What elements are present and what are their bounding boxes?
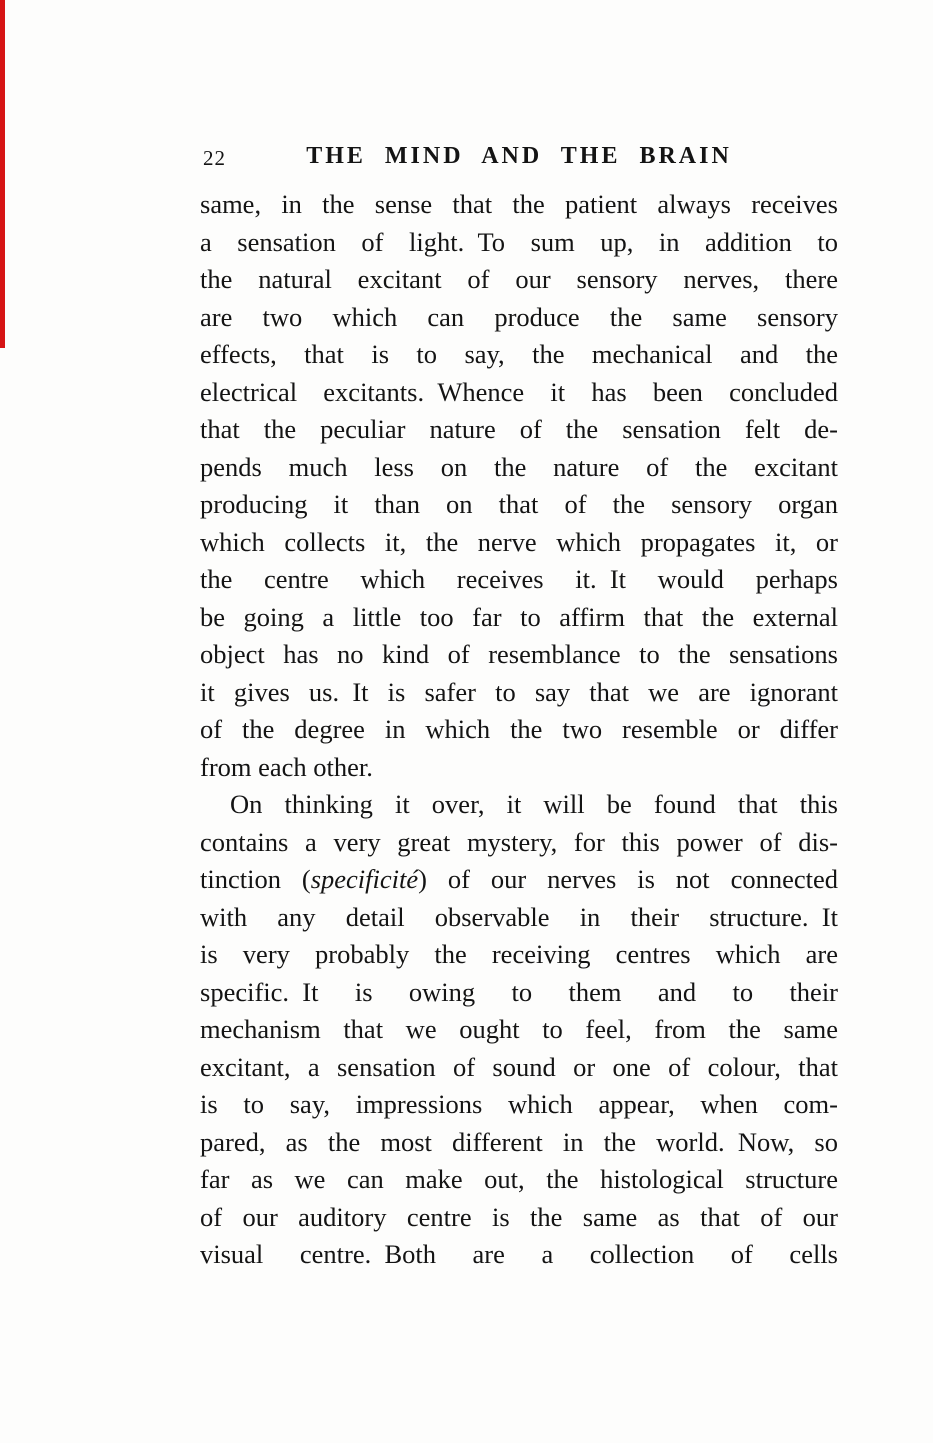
text-line bbox=[200, 1161, 838, 1199]
text-line bbox=[200, 674, 838, 712]
text-line bbox=[200, 1199, 838, 1237]
text-line bbox=[200, 374, 838, 412]
text-segment: is to say, impressions which appear, when com- bbox=[200, 1089, 838, 1119]
text-line bbox=[200, 449, 838, 487]
text-segment: tinction ( bbox=[200, 864, 311, 894]
scan-edge-artifact bbox=[0, 0, 5, 348]
text-segment: a sensation of light. To sum up, in addition to bbox=[200, 226, 838, 257]
text-line bbox=[200, 411, 838, 449]
text-line bbox=[200, 486, 838, 524]
text-segment: mechanism that we ought to feel, from the same bbox=[200, 1014, 838, 1044]
text-segment: far as we can make out, the histological structure bbox=[200, 1164, 838, 1194]
text-segment: the centre which receives it. It would perhaps bbox=[200, 564, 838, 594]
text-line bbox=[200, 636, 838, 674]
text-segment: be going a little too far to affirm that the external bbox=[200, 601, 838, 632]
text-segment: of the degree in which the two resemble or differ bbox=[200, 714, 838, 744]
text-line bbox=[200, 561, 838, 599]
text-segment: pends much less on the nature of the excitant bbox=[200, 451, 838, 482]
italic-term: specificité bbox=[310, 864, 419, 894]
body-text bbox=[200, 186, 838, 1274]
text-line bbox=[200, 749, 838, 787]
text-line bbox=[200, 1124, 838, 1162]
text-line bbox=[200, 524, 838, 562]
text-line bbox=[200, 824, 838, 862]
text-line bbox=[200, 1086, 838, 1124]
text-segment: with any detail observable in their structure. It bbox=[200, 901, 838, 932]
text-line bbox=[200, 299, 838, 337]
text-line bbox=[200, 224, 838, 262]
text-line bbox=[200, 599, 838, 637]
text-segment: the natural excitant of our sensory nerves, there bbox=[200, 264, 838, 294]
text-segment: of our auditory centre is the same as that of our bbox=[200, 1201, 838, 1232]
text-segment: object has no kind of resemblance to the sensations bbox=[200, 639, 838, 669]
text-line bbox=[200, 974, 838, 1012]
text-segment: excitant, a sensation of sound or one of colour, that bbox=[200, 1051, 838, 1082]
running-title: THE MIND AND THE BRAIN bbox=[306, 143, 732, 169]
text-line bbox=[200, 186, 838, 224]
text-line bbox=[200, 336, 838, 374]
text-segment: from each other. bbox=[200, 751, 373, 782]
text-line bbox=[200, 1049, 838, 1087]
text-line bbox=[200, 899, 838, 937]
text-segment: pared, as the most different in the world. Now, so bbox=[200, 1126, 838, 1157]
page-number: 22 bbox=[203, 146, 226, 170]
text-segment: ) of our nerves is not connected bbox=[418, 864, 838, 894]
text-segment: electrical excitants. Whence it has been concluded bbox=[200, 376, 838, 407]
text-block bbox=[200, 143, 838, 1274]
text-line bbox=[200, 711, 838, 749]
text-segment: On thinking it over, it will be found that this bbox=[230, 789, 838, 819]
text-segment: effects, that is to say, the mechanical and the bbox=[200, 339, 838, 369]
text-segment: is very probably the receiving centres which are bbox=[200, 939, 838, 969]
text-segment: are two which can produce the same sensory bbox=[200, 301, 838, 332]
text-segment: it gives us. It is safer to say that we are ignorant bbox=[200, 676, 838, 707]
text-segment: that the peculiar nature of the sensation felt de- bbox=[200, 414, 838, 444]
text-line bbox=[200, 1011, 838, 1049]
text-segment: which collects it, the nerve which propagates it, or bbox=[200, 526, 838, 557]
text-line bbox=[200, 786, 838, 824]
text-line bbox=[200, 1236, 838, 1274]
text-segment: producing it than on that of the sensory organ bbox=[200, 489, 838, 519]
text-segment: specific. It is owing to them and to their bbox=[200, 976, 838, 1007]
text-segment: contains a very great mystery, for this power of dis- bbox=[200, 826, 838, 857]
page-header bbox=[200, 143, 838, 170]
text-line bbox=[200, 861, 838, 899]
text-segment: visual centre. Both are a collection of cells bbox=[200, 1239, 838, 1269]
text-line bbox=[200, 936, 838, 974]
text-segment: same, in the sense that the patient always receives bbox=[200, 189, 838, 219]
text-line bbox=[200, 261, 838, 299]
